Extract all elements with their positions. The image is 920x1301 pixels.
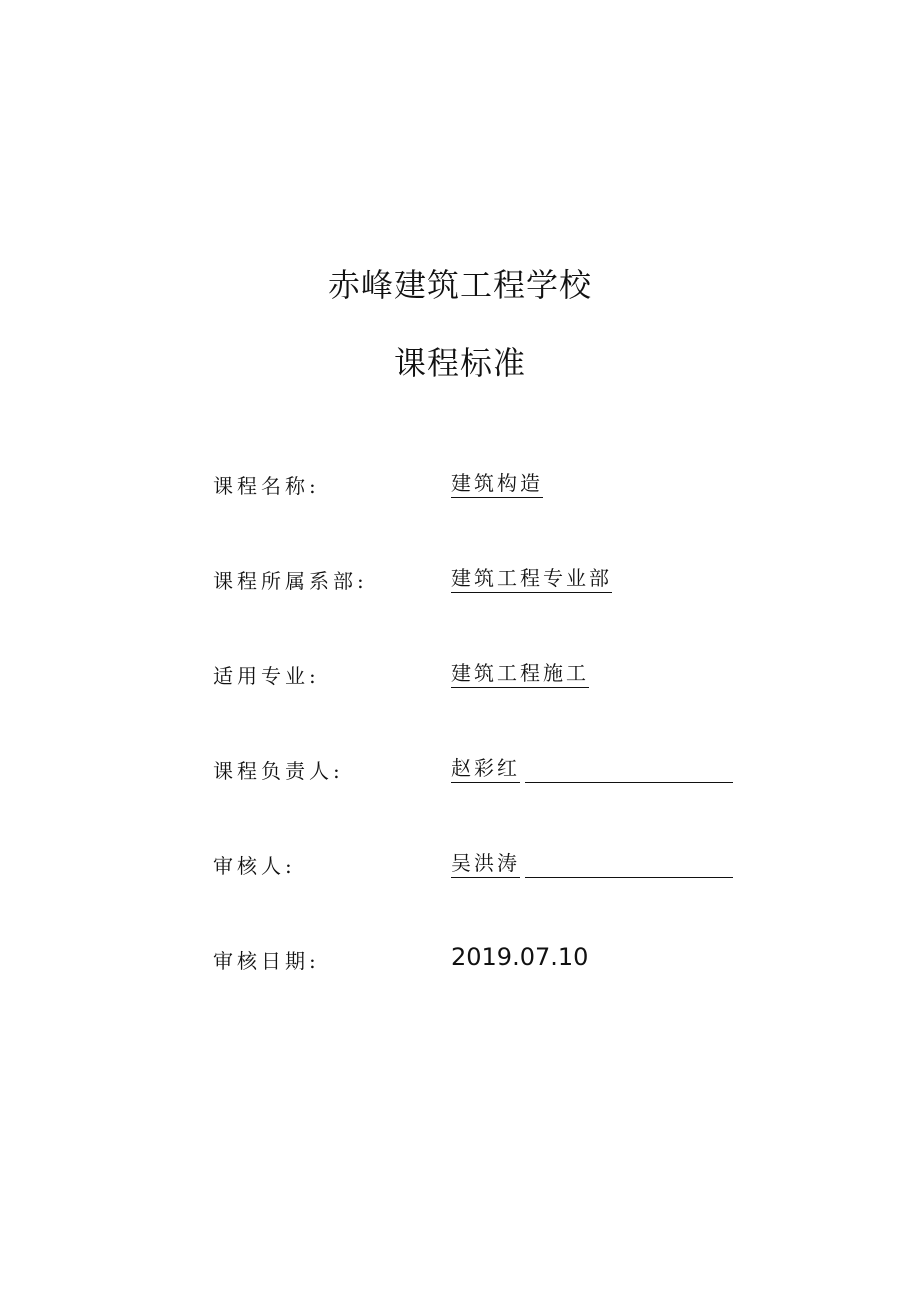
major-value: 建筑工程施工 [451, 660, 589, 688]
document-type-title: 课程标准 [393, 344, 526, 382]
review-date-value: 2019.07.10 [451, 943, 589, 971]
major-label: 适用专业: [213, 664, 320, 688]
department-value: 建筑工程专业部 [451, 565, 612, 593]
reviewer-blank-line [525, 877, 733, 878]
course-lead-value: 赵彩红 [451, 755, 520, 783]
department-row [213, 565, 773, 599]
major-row [213, 660, 773, 694]
review-date-label: 审核日期: [213, 949, 320, 973]
course-lead-blank-line [525, 782, 733, 783]
reviewer-value: 吴洪涛 [451, 850, 520, 878]
school-name-title: 赤峰建筑工程学校 [327, 266, 592, 304]
department-label: 课程所属系部: [213, 569, 368, 593]
course-name-row [213, 470, 773, 504]
reviewer-label: 审核人: [213, 854, 296, 878]
course-name-label: 课程名称: [213, 474, 320, 498]
reviewer-row [213, 850, 773, 884]
course-lead-label: 课程负责人: [213, 759, 344, 783]
course-name-value: 建筑构造 [451, 470, 543, 498]
course-lead-row [213, 755, 773, 789]
review-date-row [213, 945, 773, 979]
